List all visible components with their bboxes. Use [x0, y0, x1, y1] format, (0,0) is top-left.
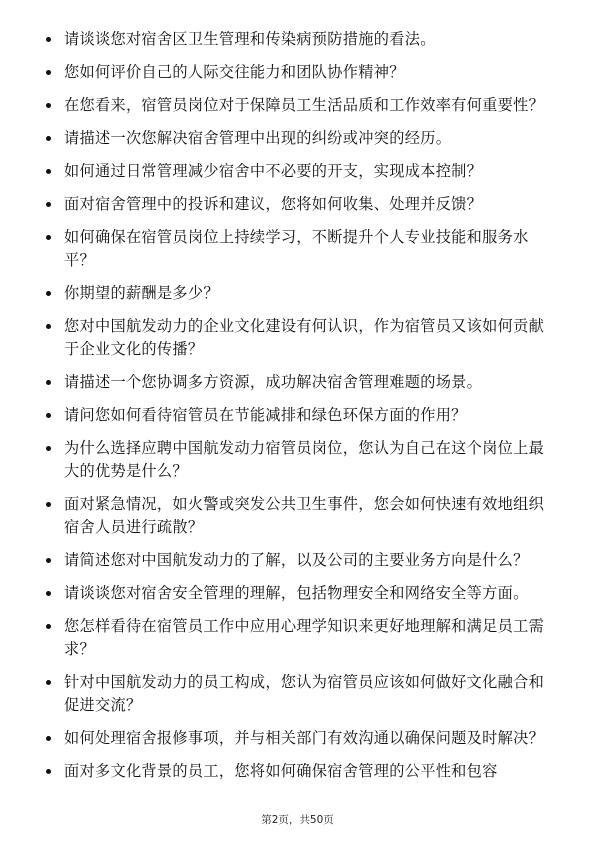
list-item — [46, 127, 556, 150]
question-text: 请谈谈您对宿舍区卫生管理和传染病预防措施的看法。 — [64, 30, 436, 48]
list-item — [46, 226, 556, 272]
list-item — [46, 549, 556, 572]
list-item — [46, 437, 556, 483]
question-text: 请问您如何看待宿管员在节能减排和绿色环保方面的作用？ — [64, 406, 467, 424]
bullet-icon — [46, 169, 51, 174]
question-text: 如何通过日常管理减少宿舍中不必要的开支，实现成本控制？ — [64, 162, 483, 180]
question-list — [46, 28, 556, 793]
list-item — [46, 282, 556, 305]
list-item — [46, 760, 556, 783]
bullet-icon — [46, 324, 51, 329]
list-item — [46, 61, 556, 84]
list-item — [46, 671, 556, 717]
question-text: 面对宿舍管理中的投诉和建议，您将如何收集、处理并反馈？ — [64, 195, 483, 213]
bullet-icon — [46, 591, 51, 596]
question-text: 如何确保在宿管员岗位上持续学习，不断提升个人专业技能和服务水平？ — [64, 228, 529, 269]
bullet-icon — [46, 380, 51, 385]
bullet-icon — [46, 70, 51, 75]
question-text: 你期望的薪酬是多少？ — [64, 284, 219, 302]
question-text: 请描述一次您解决宿舍管理中出现的纠纷或冲突的经历。 — [64, 129, 452, 147]
question-text: 如何处理宿舍报修事项，并与相关部门有效沟通以确保问题及时解决？ — [64, 729, 545, 747]
bullet-icon — [46, 413, 51, 418]
question-text: 请谈谈您对宿舍安全管理的理解，包括物理安全和网络安全等方面。 — [64, 584, 529, 602]
page-number: 第2页，共50页 — [261, 814, 334, 826]
bullet-icon — [46, 680, 51, 685]
bullet-icon — [46, 769, 51, 774]
list-item — [46, 727, 556, 750]
bullet-icon — [46, 103, 51, 108]
question-text: 请描述一个您协调多方资源，成功解决宿舍管理难题的场景。 — [64, 373, 483, 391]
bullet-icon — [46, 736, 51, 741]
question-text: 您对中国航发动力的企业文化建设有何认识，作为宿管员又该如何贡献于企业文化的传播？ — [64, 317, 545, 358]
list-item — [46, 28, 556, 51]
bullet-icon — [46, 37, 51, 42]
question-text: 请简述您对中国航发动力的了解，以及公司的主要业务方向是什么？ — [64, 551, 529, 569]
question-text: 您如何评价自己的人际交往能力和团队协作精神？ — [64, 63, 405, 81]
list-item — [46, 371, 556, 394]
question-text: 面对多文化背景的员工，您将如何确保宿舍管理的公平性和包容 — [64, 762, 498, 780]
bullet-icon — [46, 624, 51, 629]
list-item — [46, 94, 556, 117]
bullet-icon — [46, 558, 51, 563]
question-text: 针对中国航发动力的员工构成，您认为宿管员应该如何做好文化融合和促进交流？ — [64, 673, 545, 714]
bullet-icon — [46, 202, 51, 207]
bullet-icon — [46, 136, 51, 141]
question-text: 面对紧急情况，如火警或突发公共卫生事件，您会如何快速有效地组织宿舍人员进行疏散？ — [64, 495, 545, 536]
list-item — [46, 193, 556, 216]
bullet-icon — [46, 446, 51, 451]
list-item — [46, 404, 556, 427]
question-text: 在您看来，宿管员岗位对于保障员工生活品质和工作效率有何重要性？ — [64, 96, 545, 114]
list-item — [46, 315, 556, 361]
list-item — [46, 493, 556, 539]
bullet-icon — [46, 235, 51, 240]
question-text: 为什么选择应聘中国航发动力宿管员岗位，您认为自己在这个岗位上最大的优势是什么？ — [64, 439, 545, 480]
list-item — [46, 615, 556, 661]
bullet-icon — [46, 291, 51, 296]
list-item — [46, 582, 556, 605]
bullet-icon — [46, 502, 51, 507]
question-text: 您怎样看待在宿管员工作中应用心理学知识来更好地理解和满足员工需求？ — [64, 617, 545, 658]
list-item — [46, 160, 556, 183]
